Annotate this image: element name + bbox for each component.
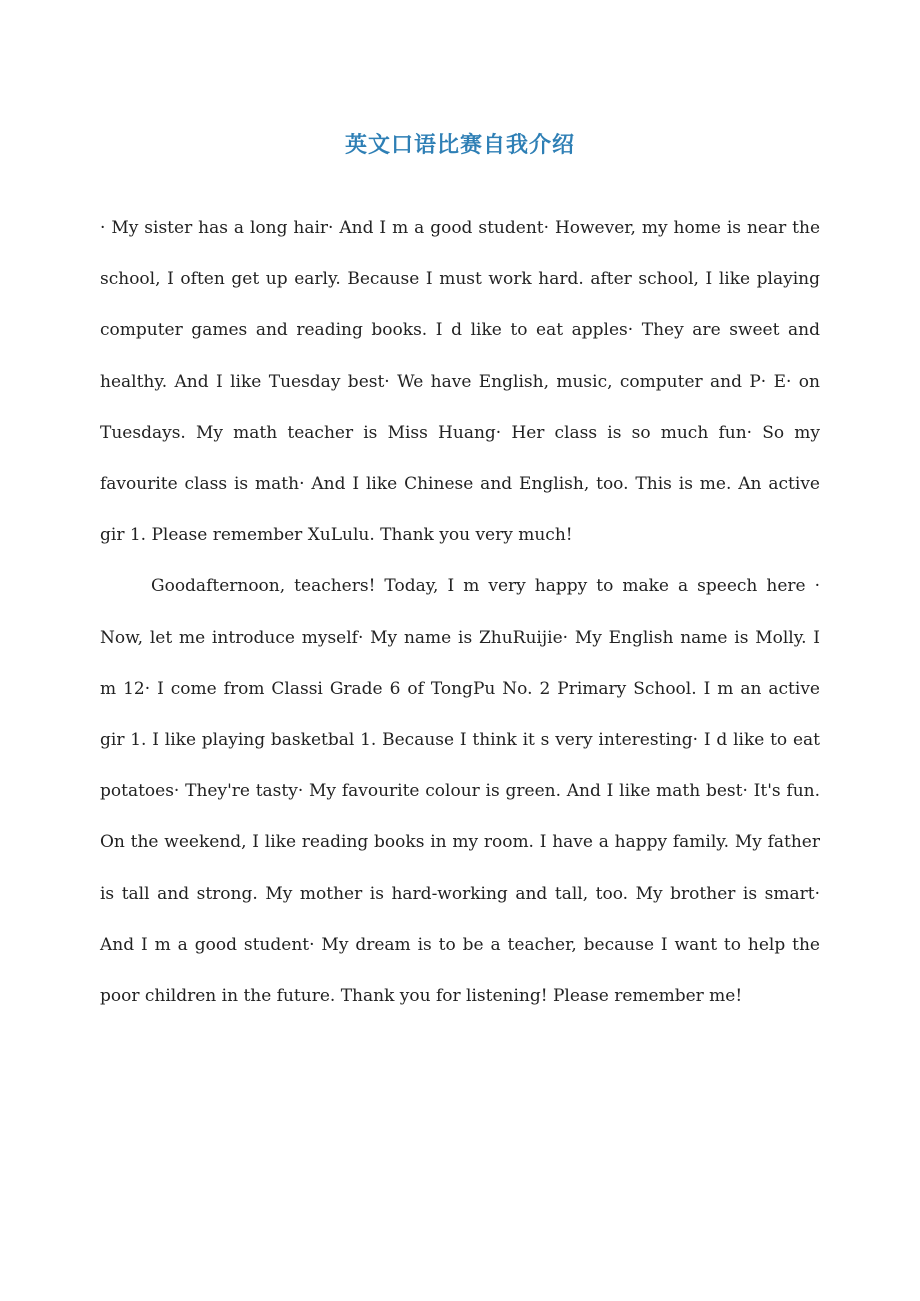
paragraph-1: · My sister has a long hair· And I m a good student· However, my home is near the school, I often get up early. Because I must work hard. after school, I like playing computer games and reading books. I d like to eat apples· They are sweet and healthy. And I like Tuesday best· We have English, music, computer and P· E· on Tuesdays. My math teacher is Miss Huang· Her class is so much fun· So my favourite class is math· And I like Chinese and English, too. This is me. An active gir 1. Please remember XuLulu. Thank you very much! xyxy=(100,218,820,546)
document-body xyxy=(100,203,820,1022)
paragraph-2: Goodafternoon, teachers! Today, I m very happy to make a speech here · Now, let me introduce myself· My name is ZhuRuijie· My English name is Molly. I m 12· I come from Classi Grade 6 of TongPu No. 2 Primary School. I m an active gir 1. I like playing basketbal 1. Because I think it s very interesting· I d like to eat potatoes· They're tasty· My favourite colour is green. And I like math best· It's fun. On the weekend, I like reading books in my room. I have a happy family. My father is tall and strong. My mother is hard-working and tall, too. My brother is smart· And I m a good student· My dream is to be a teacher, because I want to help the poor children in the future. Thank you for listening! Please remember me! xyxy=(100,576,820,1007)
document-title: 英文口语比赛自我介绍 xyxy=(344,133,575,158)
